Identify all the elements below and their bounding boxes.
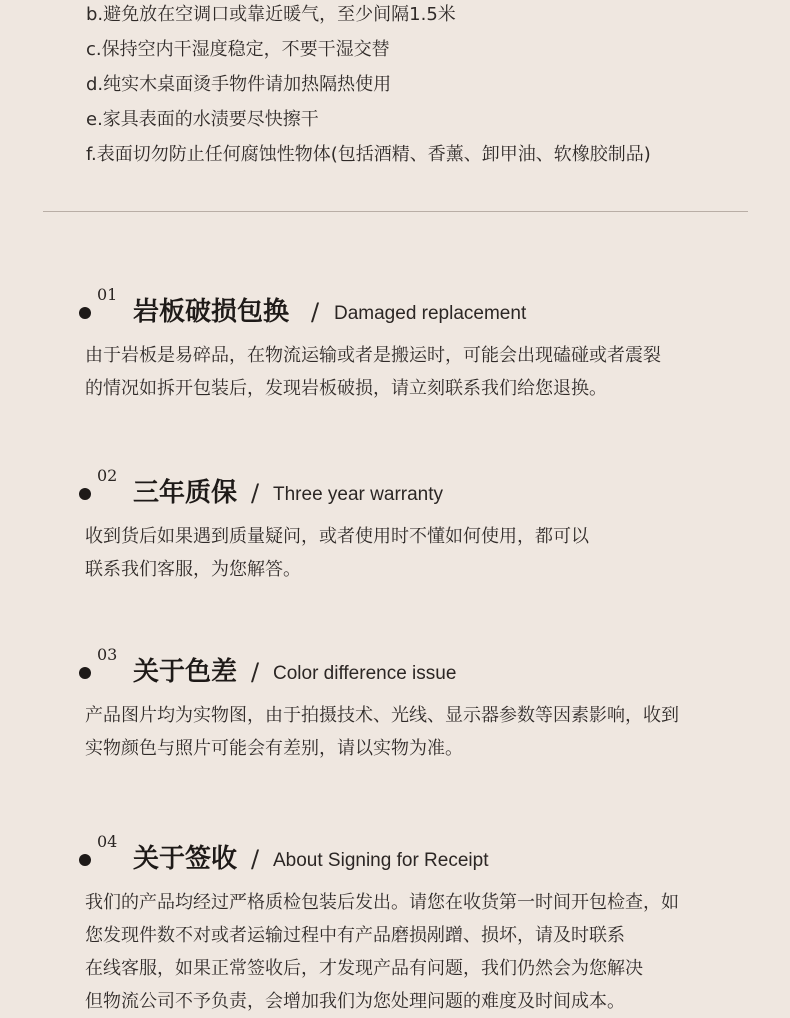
section-title: 三年质保 bbox=[133, 478, 238, 508]
care-item-c: c.保持空内干湿度稳定，不要干湿交替 bbox=[86, 39, 390, 60]
section-title-en: Three year warranty bbox=[273, 484, 444, 505]
care-item-d: d.纯实木桌面烫手物件请加热隔热使用 bbox=[86, 74, 392, 95]
title-separator: / bbox=[251, 479, 260, 507]
section-title-en: Color difference issue bbox=[273, 663, 457, 684]
body-line: 产品图片均为实物图，由于拍摄技术、光线、显示器参数等因素影响，收到 bbox=[85, 705, 679, 726]
section-title-en: About Signing for Receipt bbox=[273, 850, 489, 871]
section-number: 01 bbox=[97, 285, 118, 304]
section-body bbox=[85, 699, 775, 765]
body-line: 的情况如拆开包装后，发现岩板破损，请立刻联系我们给您退换。 bbox=[85, 378, 607, 399]
care-item-e: e.家具表面的水渍要尽快擦干 bbox=[86, 109, 319, 130]
care-item-b: b.避免放在空调口或靠近暖气，至少间隔1.5米 bbox=[86, 4, 456, 25]
section-title: 关于色差 bbox=[133, 657, 238, 687]
bullet-dot-icon bbox=[79, 667, 91, 679]
title-separator: / bbox=[251, 845, 260, 873]
care-item-f: f.表面切勿防止任何腐蚀性物体(包括酒精、香薰、卸甲油、软橡胶制品) bbox=[86, 144, 651, 165]
body-line: 我们的产品均经过严格质检包装后发出。请您在收货第一时间开包检查，如 bbox=[85, 892, 679, 913]
title-separator: / bbox=[251, 658, 260, 686]
section-number: 04 bbox=[97, 832, 118, 851]
body-line: 由于岩板是易碎品，在物流运输或者是搬运时，可能会出现磕碰或者震裂 bbox=[85, 345, 661, 366]
section-body bbox=[85, 886, 775, 1018]
section-body bbox=[85, 520, 775, 586]
section-title-en: Damaged replacement bbox=[334, 303, 527, 324]
body-line: 您发现件数不对或者运输过程中有产品磨损剐蹭、损坏，请及时联系 bbox=[85, 925, 625, 946]
section-title: 岩板破损包换 bbox=[133, 297, 290, 327]
section-number: 02 bbox=[97, 466, 118, 485]
body-line: 但物流公司不予负责，会增加我们为您处理问题的难度及时间成本。 bbox=[85, 991, 625, 1012]
body-line: 收到货后如果遇到质量疑问，或者使用时不懂如何使用，都可以 bbox=[85, 526, 589, 547]
body-line: 实物颜色与照片可能会有差别，请以实物为准。 bbox=[85, 738, 463, 759]
body-line: 在线客服，如果正常签收后，才发现产品有问题，我们仍然会为您解决 bbox=[85, 958, 643, 979]
section-number: 03 bbox=[97, 645, 118, 664]
bullet-dot-icon bbox=[79, 488, 91, 500]
body-line: 联系我们客服，为您解答。 bbox=[85, 559, 301, 580]
section-title: 关于签收 bbox=[133, 844, 238, 874]
section-body bbox=[85, 339, 775, 405]
bullet-dot-icon bbox=[79, 307, 91, 319]
section-divider bbox=[43, 211, 748, 212]
bullet-dot-icon bbox=[79, 854, 91, 866]
title-separator: / bbox=[311, 298, 320, 326]
